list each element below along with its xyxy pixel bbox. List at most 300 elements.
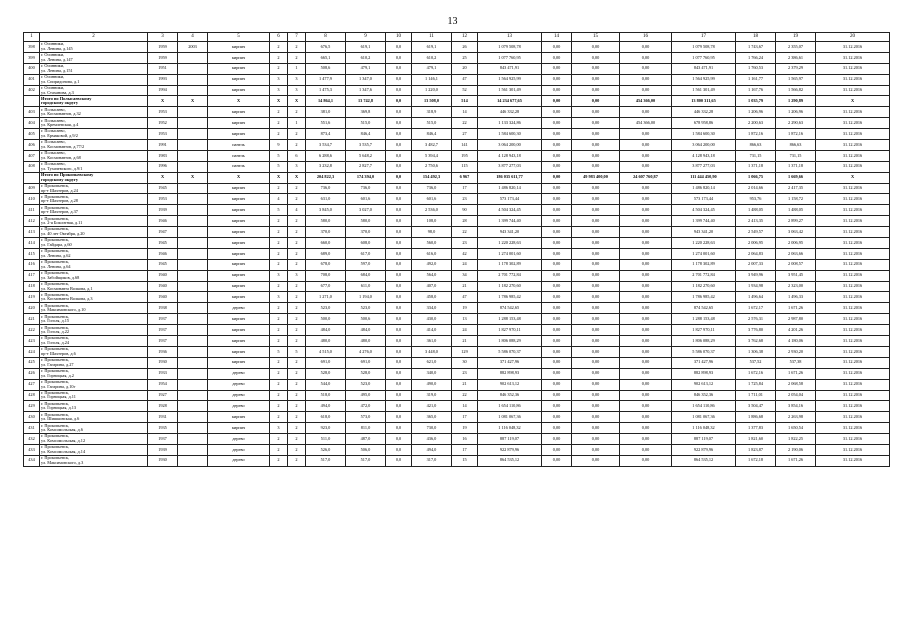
table-cell bbox=[178, 379, 208, 390]
table-cell: 1 475,3 bbox=[306, 85, 346, 96]
table-cell: 1953 bbox=[148, 129, 178, 140]
table-cell: 3 bbox=[270, 74, 288, 85]
table-cell: 31.12.2016 bbox=[816, 74, 890, 85]
table-cell: 1 872,16 bbox=[776, 129, 816, 140]
table-cell: 580,0 bbox=[306, 216, 346, 227]
table-cell bbox=[178, 368, 208, 379]
column-header: 10 bbox=[386, 33, 412, 42]
table-cell: 31.12.2016 bbox=[816, 434, 890, 445]
table-cell: кирпич bbox=[208, 74, 270, 85]
table-cell: дерево bbox=[208, 368, 270, 379]
table-cell: 4 515,0 bbox=[306, 346, 346, 357]
table-cell: 2 bbox=[270, 390, 288, 401]
table-cell: 0,00 bbox=[572, 248, 620, 259]
table-cell: дерево bbox=[208, 444, 270, 455]
table-cell: 1983 bbox=[148, 150, 178, 161]
table-cell: 0,0 bbox=[386, 336, 412, 347]
table-cell: 0,00 bbox=[542, 96, 572, 107]
table-cell: 1938 bbox=[148, 303, 178, 314]
table-header bbox=[24, 33, 890, 42]
table-cell: X bbox=[148, 172, 178, 183]
table-cell: кирпич bbox=[208, 292, 270, 303]
table-cell: 500,6 bbox=[346, 314, 386, 325]
table-row bbox=[24, 336, 890, 347]
table-cell: 0,0 bbox=[386, 346, 412, 357]
table-cell: 1 486 820,14 bbox=[672, 183, 736, 194]
table-cell: 580,0 bbox=[346, 216, 386, 227]
address-cell: г. Прокопьевск, ул. Забойщиков, д.68 bbox=[40, 270, 148, 281]
table-cell: 0,0 bbox=[386, 118, 412, 129]
table-cell: 0,00 bbox=[620, 74, 672, 85]
address-cell: г. Осинники, ул. Спиридонова, д.1 bbox=[40, 74, 148, 85]
table-cell: 2 bbox=[270, 248, 288, 259]
table-cell: 953,76 bbox=[736, 194, 776, 205]
table-cell bbox=[178, 270, 208, 281]
table-cell: 1 274 001,60 bbox=[478, 248, 542, 259]
table-cell: 0,0 bbox=[386, 205, 412, 216]
table-cell: 484,0 bbox=[306, 325, 346, 336]
table-cell: 518,0 bbox=[306, 390, 346, 401]
table-cell: 141 bbox=[452, 140, 478, 151]
table-cell: 3 bbox=[288, 161, 306, 172]
table-cell: 0,0 bbox=[386, 150, 412, 161]
table-cell: 408 bbox=[24, 161, 40, 172]
table-cell: 2 190,06 bbox=[776, 444, 816, 455]
table-cell: 28 bbox=[452, 216, 478, 227]
table-cell: 17 bbox=[452, 412, 478, 423]
table-cell: 677,0 bbox=[306, 281, 346, 292]
table-cell: 429 bbox=[24, 401, 40, 412]
table-cell: 0,0 bbox=[386, 314, 412, 325]
table-cell: 3 845,0 bbox=[306, 205, 346, 216]
table-cell bbox=[178, 444, 208, 455]
table-cell: 1946 bbox=[148, 248, 178, 259]
table-cell: 21 bbox=[452, 281, 478, 292]
table-cell: 6 bbox=[288, 150, 306, 161]
address-cell: г. Прокопьевск, ул. Комсомольская, д.14 bbox=[40, 444, 148, 455]
table-cell: 4 180,06 bbox=[776, 336, 816, 347]
table-cell: 1 081 067,36 bbox=[672, 412, 736, 423]
table-cell: 1 371,18 bbox=[776, 161, 816, 172]
table-cell: 0,0 bbox=[386, 63, 412, 74]
table-cell: 0,00 bbox=[542, 205, 572, 216]
table-cell: 0,00 bbox=[542, 401, 572, 412]
table-cell: 0,00 bbox=[620, 434, 672, 445]
table-row bbox=[24, 368, 890, 379]
table-cell: 866,63 bbox=[736, 140, 776, 151]
table-cell: 887 119,07 bbox=[478, 434, 542, 445]
table-cell: 1 654 110,86 bbox=[478, 401, 542, 412]
table-cell: кирпич bbox=[208, 325, 270, 336]
table-cell: 943 341,20 bbox=[478, 227, 542, 238]
table-cell: 1 786 985,42 bbox=[478, 292, 542, 303]
table-cell: 0,00 bbox=[620, 423, 672, 434]
table-cell: 0,00 bbox=[620, 248, 672, 259]
table-cell: 3 535,7 bbox=[346, 140, 386, 151]
table-cell: кирпич bbox=[208, 52, 270, 63]
table-cell: 2 bbox=[288, 455, 306, 466]
table-cell: 1 116 048,32 bbox=[672, 423, 736, 434]
address-cell: г. Прокопьевск, пр-т Шахтеров, д.24 bbox=[40, 183, 148, 194]
table-cell: 1 bbox=[288, 63, 306, 74]
table-cell: 415 bbox=[24, 248, 40, 259]
address-cell: г. Прокопьевск, ул. Гоголя, д.22 bbox=[40, 325, 148, 336]
table-cell: 3 949,96 bbox=[736, 270, 776, 281]
table-cell: 882 898,93 bbox=[478, 368, 542, 379]
table-cell: 3 504,47 bbox=[736, 401, 776, 412]
table-cell: 1 806 088,29 bbox=[672, 336, 736, 347]
table-cell: 31.12.2016 bbox=[816, 281, 890, 292]
table-cell: 0,00 bbox=[620, 390, 672, 401]
table-cell: 2 bbox=[288, 140, 306, 151]
table-cell: 17 bbox=[452, 444, 478, 455]
table-cell: 0,00 bbox=[572, 96, 620, 107]
table-cell: 0,00 bbox=[572, 412, 620, 423]
table-cell: 684,0 bbox=[346, 270, 386, 281]
table-cell: 2 417,35 bbox=[776, 183, 816, 194]
table-cell: 31.12.2016 bbox=[816, 303, 890, 314]
table-cell: 0,00 bbox=[572, 390, 620, 401]
table-cell: 52 bbox=[452, 85, 478, 96]
table-cell: 1 271,0 bbox=[306, 292, 346, 303]
table-cell: 4 201,26 bbox=[776, 325, 816, 336]
table-cell: 0,00 bbox=[620, 63, 672, 74]
table-cell: 691,0 bbox=[346, 357, 386, 368]
table-cell: 923,0 bbox=[306, 423, 346, 434]
table-cell: 2 bbox=[270, 107, 288, 118]
table-cell: 3 bbox=[288, 270, 306, 281]
table-cell: 2 bbox=[270, 259, 288, 270]
table-cell: 5 bbox=[270, 150, 288, 161]
table-cell: 922 879,96 bbox=[672, 444, 736, 455]
table-cell: 9 bbox=[270, 140, 288, 151]
table-cell: 434 bbox=[24, 455, 40, 466]
table-cell: 2 bbox=[270, 368, 288, 379]
table-cell: 0,00 bbox=[572, 118, 620, 129]
table-cell: кирпич bbox=[208, 357, 270, 368]
table-cell: 846 352,36 bbox=[672, 390, 736, 401]
table-cell: 2 bbox=[288, 183, 306, 194]
table-cell: 2 bbox=[288, 423, 306, 434]
table-cell bbox=[178, 52, 208, 63]
table-cell: 0,0 bbox=[386, 42, 412, 53]
table-cell: 398 bbox=[24, 42, 40, 53]
table-cell: 1 654 110,86 bbox=[672, 401, 736, 412]
table-cell: 0,00 bbox=[620, 129, 672, 140]
table-cell: 0,00 bbox=[542, 118, 572, 129]
table-cell: 31.12.2016 bbox=[816, 85, 890, 96]
table-cell: 2 355,07 bbox=[776, 42, 816, 53]
table-cell: 31.12.2016 bbox=[816, 325, 890, 336]
table-cell: 619,1 bbox=[412, 42, 452, 53]
table-cell: 5 bbox=[270, 205, 288, 216]
table-cell: 0,0 bbox=[386, 172, 412, 183]
table-cell: 0,00 bbox=[542, 281, 572, 292]
address-cell: г. Прокопьевск, ул. Космонавта Волкова, д.3 bbox=[40, 292, 148, 303]
table-cell: 2 413,35 bbox=[736, 216, 776, 227]
table-cell bbox=[178, 161, 208, 172]
table-cell: 1936 bbox=[148, 346, 178, 357]
table-cell: 2 bbox=[270, 455, 288, 466]
table-row bbox=[24, 74, 890, 85]
table-cell: 1 766,24 bbox=[736, 52, 776, 63]
table-cell: 1 821,60 bbox=[736, 434, 776, 445]
table-row bbox=[24, 205, 890, 216]
table-cell: 846,4 bbox=[412, 129, 452, 140]
table-cell: 0,00 bbox=[542, 259, 572, 270]
table-cell: кирпич bbox=[208, 85, 270, 96]
table-cell: 1 371,18 bbox=[736, 161, 776, 172]
housing-register-table bbox=[23, 32, 890, 467]
table-cell: 17 bbox=[452, 183, 478, 194]
table-cell: 1 288 153,48 bbox=[478, 314, 542, 325]
table-cell: 2 bbox=[270, 227, 288, 238]
table-cell: 0,00 bbox=[542, 379, 572, 390]
table-cell: 4 bbox=[288, 205, 306, 216]
table-cell: 0,0 bbox=[386, 455, 412, 466]
table-cell: 1954 bbox=[148, 379, 178, 390]
table-cell: 1 743,67 bbox=[736, 42, 776, 53]
table-cell: 1 bbox=[288, 118, 306, 129]
table-cell: 403 bbox=[24, 107, 40, 118]
table-cell: 2 bbox=[288, 129, 306, 140]
table-cell: X bbox=[270, 172, 288, 183]
column-header: 19 bbox=[776, 33, 816, 42]
table-cell: 436,0 bbox=[412, 434, 452, 445]
address-cell: г. Прокопьевск, ул. Космонавта Волкова, д.1 bbox=[40, 281, 148, 292]
table-cell: 31.12.2016 bbox=[816, 357, 890, 368]
table-cell: 13 508,0 bbox=[412, 96, 452, 107]
table-cell: 843 471,91 bbox=[478, 63, 542, 74]
table-cell: 24 bbox=[452, 259, 478, 270]
table-cell: X bbox=[178, 96, 208, 107]
table-cell: 494,0 bbox=[306, 401, 346, 412]
table-cell: 2 bbox=[288, 444, 306, 455]
table-cell: 736,0 bbox=[306, 183, 346, 194]
table-cell: дерево bbox=[208, 379, 270, 390]
table-cell bbox=[178, 423, 208, 434]
table-cell: 2 bbox=[270, 412, 288, 423]
table-cell: 2 701 772,84 bbox=[672, 270, 736, 281]
table-cell: 1 496,64 bbox=[736, 292, 776, 303]
table-cell: 0,00 bbox=[620, 412, 672, 423]
table-cell: 3 877 277,03 bbox=[478, 161, 542, 172]
table-cell: 421,0 bbox=[412, 401, 452, 412]
table-cell: 0,00 bbox=[542, 161, 572, 172]
table-cell: 1952 bbox=[148, 118, 178, 129]
table-cell: 423 bbox=[24, 336, 40, 347]
table-cell: 0,00 bbox=[542, 42, 572, 53]
table-cell: 0,00 bbox=[542, 357, 572, 368]
table-cell bbox=[178, 85, 208, 96]
table-cell: 1 347,0 bbox=[346, 74, 386, 85]
address-cell: г. Прокопьевск, ул. Горноцкая, д.2 bbox=[40, 368, 148, 379]
table-cell: 866,63 bbox=[776, 140, 816, 151]
table-cell: 1931 bbox=[148, 412, 178, 423]
table-cell bbox=[178, 314, 208, 325]
table-cell: 0,00 bbox=[572, 194, 620, 205]
table-cell: 0,00 bbox=[542, 303, 572, 314]
table-cell: 2 386,61 bbox=[776, 52, 816, 63]
table-row bbox=[24, 216, 890, 227]
table-cell: 526,0 bbox=[306, 444, 346, 455]
table-cell: 0,00 bbox=[542, 325, 572, 336]
table-cell: 0,00 bbox=[542, 390, 572, 401]
table-cell: 1 725,84 bbox=[736, 379, 776, 390]
table-cell: 1933 bbox=[148, 368, 178, 379]
table-cell: 5 586 070,37 bbox=[672, 346, 736, 357]
table-cell: 616,0 bbox=[412, 248, 452, 259]
table-cell: 0,00 bbox=[542, 248, 572, 259]
table-cell bbox=[178, 183, 208, 194]
table-cell: 660,0 bbox=[306, 238, 346, 249]
table-cell: 0,00 bbox=[542, 172, 572, 183]
table-cell: 676,5 bbox=[306, 42, 346, 53]
table-row bbox=[24, 390, 890, 401]
table-cell: 2 bbox=[288, 379, 306, 390]
table-cell: 31.12.2016 bbox=[816, 292, 890, 303]
table-cell: 480,0 bbox=[346, 336, 386, 347]
table-cell: кирпич bbox=[208, 63, 270, 74]
table-cell: 1 669,66 bbox=[776, 172, 816, 183]
table-cell: 0,00 bbox=[542, 346, 572, 357]
table-cell: 446 332,28 bbox=[672, 107, 736, 118]
table-cell bbox=[178, 205, 208, 216]
table-cell: 1937 bbox=[148, 314, 178, 325]
table-cell: 5 586 070,37 bbox=[478, 346, 542, 357]
table-cell: 0,00 bbox=[542, 444, 572, 455]
table-cell: 0,00 bbox=[620, 346, 672, 357]
table-cell: 31.12.2016 bbox=[816, 42, 890, 53]
table-cell: 0,00 bbox=[620, 42, 672, 53]
address-cell: г. Прокопьевск, ул. Ленина, д.64 bbox=[40, 259, 148, 270]
table-cell: 3 027,0 bbox=[346, 205, 386, 216]
table-cell: 621,0 bbox=[412, 357, 452, 368]
table-row bbox=[24, 238, 890, 249]
table-body bbox=[24, 42, 890, 467]
table-row bbox=[24, 379, 890, 390]
column-header: 2 bbox=[40, 33, 148, 42]
table-cell: 31.12.2016 bbox=[816, 423, 890, 434]
table-cell: 2 bbox=[270, 183, 288, 194]
table-cell: 31.12.2016 bbox=[816, 270, 890, 281]
table-cell: 20 bbox=[452, 63, 478, 74]
table-cell: 1 399 744,40 bbox=[478, 216, 542, 227]
table-row bbox=[24, 412, 890, 423]
table-cell: 1930 bbox=[148, 357, 178, 368]
column-header: 13 bbox=[478, 33, 542, 42]
table-cell: 2 bbox=[270, 336, 288, 347]
table-cell: панель bbox=[208, 140, 270, 151]
table-cell: 426 bbox=[24, 368, 40, 379]
table-cell: X bbox=[178, 172, 208, 183]
table-cell: 26 bbox=[452, 42, 478, 53]
table-cell: 31.12.2016 bbox=[816, 259, 890, 270]
table-cell: 601,6 bbox=[412, 194, 452, 205]
table-cell: 1 934,98 bbox=[736, 281, 776, 292]
table-cell: 1 220,0 bbox=[412, 85, 452, 96]
table-row bbox=[24, 455, 890, 466]
table-cell: 2 bbox=[288, 368, 306, 379]
table-cell: 1 823,87 bbox=[736, 444, 776, 455]
table-cell: 0,00 bbox=[572, 161, 620, 172]
table-cell: 2 bbox=[270, 216, 288, 227]
table-cell: 3 877 277,03 bbox=[672, 161, 736, 172]
table-cell: 1 220 228,63 bbox=[478, 238, 542, 249]
table-cell: 1 182 270,60 bbox=[672, 281, 736, 292]
address-cell: г. Прокопьевск, ул. Максимовского, д.10 bbox=[40, 303, 148, 314]
table-cell: 484,0 bbox=[346, 325, 386, 336]
table-cell: 2 701 772,84 bbox=[478, 270, 542, 281]
table-cell: 544,0 bbox=[306, 379, 346, 390]
table-cell: 1 347,6 bbox=[346, 85, 386, 96]
table-row bbox=[24, 227, 890, 238]
table-cell: 665,1 bbox=[306, 52, 346, 63]
table-cell: 413 bbox=[24, 227, 40, 238]
table-cell: 25 bbox=[452, 52, 478, 63]
table-cell bbox=[178, 118, 208, 129]
table-cell: 1 079 508,78 bbox=[672, 42, 736, 53]
table-cell: 0,00 bbox=[572, 205, 620, 216]
table-cell: 1 206,96 bbox=[776, 107, 816, 118]
table-cell: 617,0 bbox=[346, 248, 386, 259]
table-cell: 2 bbox=[288, 107, 306, 118]
table-cell: 2 bbox=[270, 129, 288, 140]
table-cell: 2 bbox=[288, 336, 306, 347]
table-cell: 0,0 bbox=[386, 281, 412, 292]
table-cell: 0,0 bbox=[386, 292, 412, 303]
table-cell: 479,1 bbox=[412, 63, 452, 74]
page-number: 13 bbox=[447, 16, 458, 27]
table-cell: 1 133 324,86 bbox=[478, 118, 542, 129]
address-cell: г. Прокопьевск, ул. Максимовского, д.3 bbox=[40, 455, 148, 466]
table-cell: 0,0 bbox=[386, 357, 412, 368]
column-header: 15 bbox=[572, 33, 620, 42]
table-cell: 361,0 bbox=[412, 336, 452, 347]
table-cell: 0,00 bbox=[572, 42, 620, 53]
table-row bbox=[24, 194, 890, 205]
table-cell: 1 561 301,49 bbox=[478, 85, 542, 96]
table-row bbox=[24, 150, 890, 161]
table-cell: 0,00 bbox=[620, 52, 672, 63]
table-cell: 431 bbox=[24, 423, 40, 434]
table-cell: дерево bbox=[208, 390, 270, 401]
table-cell: 401 bbox=[24, 74, 40, 85]
table-cell: 0,00 bbox=[572, 74, 620, 85]
table-cell: 3 951,45 bbox=[776, 270, 816, 281]
table-cell: 480,0 bbox=[306, 336, 346, 347]
table-cell: 0,00 bbox=[620, 368, 672, 379]
table-cell: 1 486 820,14 bbox=[478, 183, 542, 194]
table-cell: 433 bbox=[24, 444, 40, 455]
table-cell: 1 079 508,78 bbox=[478, 42, 542, 53]
table-cell: 1 290,89 bbox=[776, 96, 816, 107]
table-cell bbox=[178, 303, 208, 314]
table-cell: 0,0 bbox=[386, 412, 412, 423]
table-cell: 0,0 bbox=[386, 161, 412, 172]
table-cell: 458,0 bbox=[412, 292, 452, 303]
table-cell: 1945 bbox=[148, 183, 178, 194]
table-cell: 0,0 bbox=[386, 434, 412, 445]
table-cell: 371 427,96 bbox=[672, 357, 736, 368]
table-cell: 1 178 302,89 bbox=[672, 259, 736, 270]
table-cell: 523,0 bbox=[346, 303, 386, 314]
table-cell: 418 bbox=[24, 281, 40, 292]
table-cell: 416 bbox=[24, 259, 40, 270]
total-row bbox=[24, 96, 890, 107]
table-cell: 404 bbox=[24, 118, 40, 129]
table-cell: 0,00 bbox=[542, 52, 572, 63]
